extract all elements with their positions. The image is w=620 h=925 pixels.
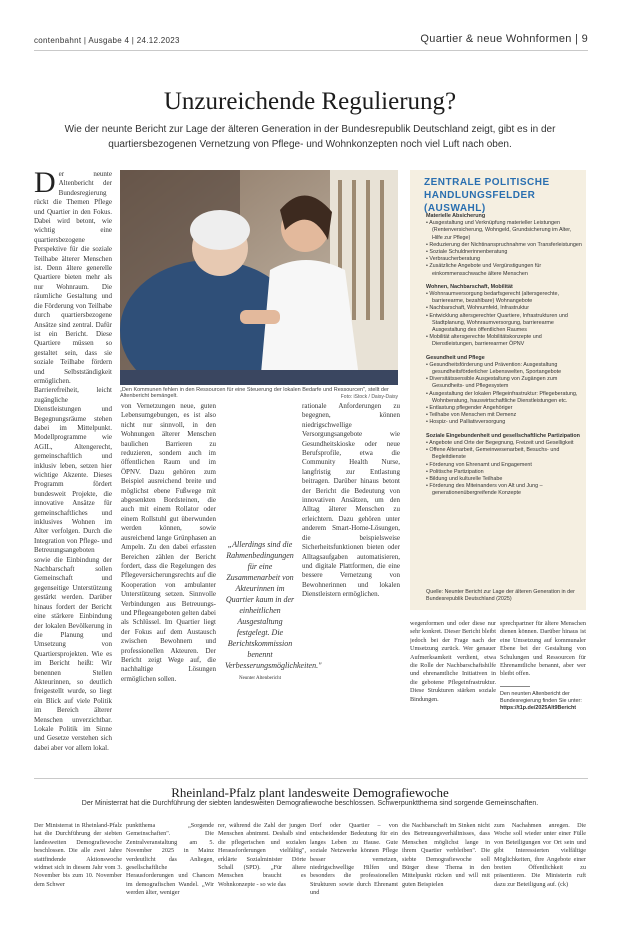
article2-column-6: zum Nachahmen anregen. Die Woche soll wieder unter einer Fülle von Beteiligungen vor Ort sein und gibt Interessierten vielfältige Möglichkeiten, ihre Angebote einer breiten Öffentlichkeit zu präsentieren. Die Ministerin ruft dazu zur Beteiligung auf. (ck) [494, 822, 586, 888]
list-item: • Entwicklung altersgerechter Quartiere, Infrastrukturen und Stadtplanung, Wohnraumversorgung, barrierearme Ausgestaltung des öffentlichen Raumes [426, 312, 568, 334]
article2-column-2: punktthema „Sorgende Gemeinschaften". Die Zentralveranstaltung am 5. November 2025 in Mainz verdeutlicht das Anliegen, gesellschaftliche Herausforderungen und Chancen im demografischen Wandel. „Wir werden älter, weniger [126, 822, 214, 897]
article2-deck: Der Ministerrat hat die Durchführung der siebten landesweiten Demografiewoche beschlossen. Schwerpunktthema sind sorgende Gemeinschaften. [81, 800, 539, 807]
list-item: • Gesundheitsförderung und Prävention: Ausgestaltung gesundheitsförderlicher Lebenswelten, Sportangebote [426, 361, 562, 376]
report-link[interactable]: https://t1p.de/2025Alt9Bericht [500, 705, 577, 712]
list-item: • Verbraucherberatung [426, 256, 481, 263]
article2-headline: Rheinland-Pfalz plant landesweite Demografiewoche [171, 785, 449, 800]
pull-quote-source: Neunter Altenbericht [238, 676, 282, 681]
list-item: • Ausgestaltung und Verknüpfung materieller Leistungen (Rentenversicherung, Wohngeld, Grundsicherung im Alter, Hilfe zur Pflege) [426, 220, 572, 241]
header-rule [34, 50, 588, 51]
list-item: • Hospiz- und Palliativversorgung [426, 419, 506, 426]
article2-column-5: die Nachbarschaft im Sinken nicht des Betreuungsverhältnisses, dass Menschen möglichst lange in ihrem Quartier verbleiben". Die siebte Demografiewoche soll Bürger diese Thema in den Mittelpunkt rücken und will mit guten Beispielen [402, 822, 490, 888]
report-note [500, 686, 586, 713]
pull-quote-text: „Allerdings sind die Rahmenbedingungen für eine Zusammenarbeit von Akteurinnen im Quartier kaum in der einheitlichen Ausgestaltung festgelegt. Die Berichtskommission benennt Verbesserungsmöglichkeiten." [225, 540, 322, 670]
article-column-2: von Vernetzungen neue, guten Lebensumgebungen, es ist also nicht nur sinnvoll, in den Wohnungen älterer Menschen baulichen Barrieren zu reduzieren, sondern auch im öffentlichen Raum und im ÖPNV. Dazu gehören zum Beispiel ausreichend breite und möglichst ebene Fußwege mit abgesenkten Bordsteinen, die auch mit einem Rollator oder einem Rollstuhl gut überwunden werden können, sowie ausreichend lange Grünphasen an Ampeln. Zu den dabei erfassten Bereichen zählen der Bericht fordert, dass die Regelungen des Pflegeversicherungsrechts auf die Kooperation von ambulanter Unterstützung setzen. Sinnvolle Verbindungen aus Betreuungs- und Pflegeangeboten gelten dabei als Schlüssel. Im Quartier liegt der Fokus auf dem Austausch zwischen Bewohnern und professionellen Akteuren. Der Bericht zeigt Wege auf, die nachhaltige Lösungen ermöglichen sollen. [121, 402, 216, 683]
article-column-5: sprechpartner für ältere Menschen dienen können. Darüber hinaus ist eine Umsetzung auf kommunaler Ebene bei der Gestaltung von Schulungen und Ressourcen für Ehrenamtliche benannt, aber wer bleibt offen. [500, 620, 586, 678]
list-item: • Teilhabe von Menschen mit Demenz [426, 412, 517, 419]
pull-quote [225, 539, 322, 684]
list-item: • Angebote und Orte der Begegnung, Freizeit und Geselligkeit [426, 439, 574, 446]
list-item: • Reduzierung der Nichtinanspruchnahme von Transferleistungen [426, 241, 582, 248]
column-1-text: er neunte Altenbericht der Bundesregierung rückt die Themen Pflege und Quartier in den Fokus. Dabei wird betont, wie wichtig eine quartiersbezogene Perspektive für die soziale Teilhabe älterer Menschen ist. Denn ältere generelle Quartiere bieten mehr als nur Wohnraum. Die räumliche Gestaltung und die Förderung von Teilhabe durch quartiersbezogene Ansätze sind zentral. Dafür ist ein Bericht. Diese Quartiere müssen so gestaltet sein, dass sie soziale Teilhabe fördern und Selbstständigkeit ermöglichen. Barrierefreiheit, leicht zugängliche Dienstleistungen und Begegnungsräume stehen dabei im Mittelpunkt. Modellprogramme wie AGIL, Altengerecht, gemeinschaftlich und inklusiv leben, setzen hier wichtige Akzente. Dieses Programm fördert bundesweit Projekte, die innovative Ansätze für gemeinschaftliches und inklusives Wohnen im Alter verfolgen. Durch die Integration von Pflege- und Betreuungsangeboten sowie die Einbindung der Nachbarschaft sollen Gemeinschaft und gegenseitige Unterstützung gestärkt werden. Darüber hinaus fordert der Bericht eine stärkere Einbindung der lokalen Bevölkerung in die Planung und Umsetzung von Quartiersprojekten. Wie es im Bericht heißt: Wir benennen Stellen Akteurinnen, so deutlich freigestellt wurde, so liegt ein Blick auf viele Politik im Bereich älterer Menschen unverzichtbar. Lokale Politik im Sinne und Gesetze verstehen sich dabei aber vor allem lokal. [34, 170, 112, 752]
list-item: • Entlastung pflegender Angehöriger [426, 405, 513, 412]
group-heading: Gesundheit und Pflege [426, 354, 485, 361]
list-item: • Wohnraumversorgung bedarfsgerecht (altersgerechte, barrierearme, bezahlbare) Wohnangebote [426, 291, 560, 305]
list-item: • Bildung und kulturelle Teilhabe [426, 475, 503, 482]
article-column-3: rationale Anforderungen zu begegnen, können niedrigschwellige Versorgungsangebote wie Gesundheitskioske oder neue Berufsprofile, etwa die Community Health Nurse, langfristig zur Entlastung beitragen. Darüber hinaus betont der Bericht die Bedeutung von innovativen Ansätzen, um den Alltag älterer Menschen zu erleichtern. Dazu gehören unter anderem Smart-Home-Lösungen, die beispielsweise Sicherheitsfunktionen bieten oder Alltagsaufgaben automatisieren, und digitale Plattformen, die eine bessere Vernetzung von Bewohnerinnen und lokalen Dienstleistern ermöglichen. [302, 402, 400, 599]
article-column-1 [34, 170, 112, 765]
list-item: • Diversitätssensible Ausgestaltung von Zugängen zum Gesundheits- und Pflegesystem [426, 376, 558, 390]
article2-column-4: Dorf oder Quartier – von entscheidender Bedeutung für ein langes Leben zu Hause. Gute soziale Netzwerke können Pflege besser vernetzen, niedrigschwellige Hilfen und besonders die professionellen Strukturen sowie durch Ehrenamt und [310, 822, 398, 897]
article-photo [120, 170, 398, 385]
group-heading: Materielle Absicherung [426, 213, 486, 219]
box-source: Quelle: Neunter Bericht zur Lage der älteren Generation in der Bundesrepublik Deutschland (2025) [426, 589, 575, 602]
group-heading: Soziale Eingebundenheit und gesellschaftliche Partizipation [426, 432, 580, 439]
caption-text: „Den Kommunen fehlen in den Ressourcen für eine Steuerung der lokalen Bedarfe und Ressourcen", stellt der Altenbericht bemängelt. [120, 387, 389, 399]
box-title: ZENTRALE POLITISCHE HANDLUNGSFELDER (AUSWAHL) [424, 177, 550, 214]
article2-column-1: Der Ministerrat in Rheinland-Pfalz hat die Durchführung der siebten landesweiten Demografiewoche beschlossen. Die alle zwei Jahre stattfindende Aktionswoche widmet sich in diesem Jahr vom 3. November bis zum 10. November dem Schwer [34, 822, 122, 888]
list-item: • Soziale Schuldnerinnenberatung [426, 249, 508, 256]
list-item: • Nachbarschaft, Wohnumfeld, Infrastruktur [426, 305, 530, 312]
list-item: • Zusätzliche Angebote und Vergünstigungen für einkommensschwache ältere Menschen [426, 263, 542, 277]
list-item: • Förderung von Ehrenamt und Engagement [426, 461, 532, 468]
photo-credit: Foto: iStock / Daisy-Daisy [340, 394, 398, 400]
article-deck: Wie der neunte Bericht zur Lage der älteren Generation in der Bundesrepublik Deutschland zeigt, gibt es in der quartiersbezogenen Vernetzung von Pflege- und Wohnkonzepten noch viel Luft nach oben. [64, 124, 556, 150]
dropcap: D [34, 170, 56, 199]
section-rule [34, 778, 588, 779]
article-headline: Unzureichende Regulierung? [163, 88, 457, 115]
group-heading: Wohnen, Nachbarschaft, Mobilität [426, 283, 513, 290]
note-divider [500, 686, 530, 687]
note-text: Den neunten Altenbericht der Bundesregierung finden Sie unter: [500, 691, 582, 705]
article2-column-3: rer, während die Zahl der jungen Menschen abnimmt. Deshalb sind die pflegerischen und sozialen Herausforderungen vielfältig", erklärte Sozialminister Dörte Schall (SPD). „Für ältere Menschen braucht es Wohnkonzepte - so wie das [218, 822, 306, 888]
list-item: • Offene Altenarbeit, Gemeinwesenarbeit, Besuchs- und Begleitdienste [426, 447, 560, 461]
box-body [426, 213, 582, 498]
list-item: • Politische Partizipation [426, 468, 484, 475]
masthead-info: contenbahnt | Ausgabe 4 | 24.12.2023 [34, 36, 180, 45]
list-item: • Förderung des Miteinanders von Alt und Jung – generationenübergreifende Konzepte [426, 483, 543, 497]
list-item: • Ausgestaltung der lokalen Pflegeinfrastruktur: Pflegeberatung, Wohnberatung, hauswirtschaftliche Dienstleistungen etc. [426, 390, 578, 404]
section-title: Quartier & neue Wohnformen | 9 [420, 33, 588, 45]
caregiver-photo [120, 170, 398, 385]
article-column-4: wegenformen und oder diese nur sehr konkret. Dieser Bericht bleibt jedoch bei der Frage nach der Umsetzung zurück. Wer genauer Aufmerksamkeit verdient, etwa die Rolle der Nachbarschaftshilfe und ehrenamtliche Initiativen in die gebotene Pflegeinfrastruktur. Diese Strukturen stärken soziale Bindungen. [410, 620, 496, 703]
list-item: • Mobilität altersgerechte Mobilitätskonzepte und Dienstleistungen, barrierearmer ÖPNV [426, 334, 542, 348]
